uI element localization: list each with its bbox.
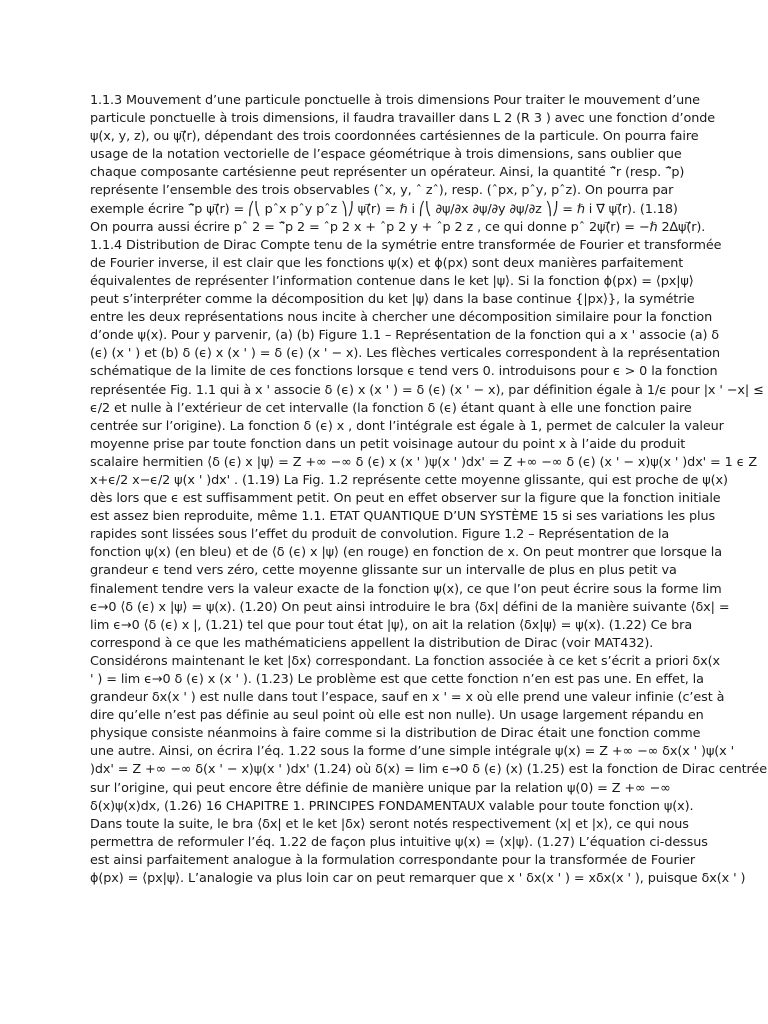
text-line: ϵ→0 ⟨δ (ϵ) x |ψ⟩ = ψ(x). (1.20) On peut ainsi introduire le bra ⟨δx| défini de la manière suivante ⟨δx| = (90, 599, 730, 615)
text-line: usage de la notation vectorielle de l’espace géométrique à trois dimensions, sans oublier que (90, 147, 682, 163)
document-body (90, 92, 767, 906)
text-line: est assez bien reproduite, même 1.1. ETAT QUANTIQUE D’UN SYSTÈME 15 si ses variations les plus (90, 509, 716, 525)
text-line: équivalentes de représenter l’information contenue dans le ket |ψ⟩. Si la fonction ϕ(px) = ⟨px|ψ⟩ (90, 273, 694, 289)
text-line: moyenne prise par toute fonction dans un petit voisinage autour du point x à l’aide du produit (90, 436, 686, 452)
text-line: 1.1.3 Mouvement d’une particule ponctuelle à trois dimensions Pour traiter le mouvement d’une (90, 93, 700, 108)
text-line: une autre. Ainsi, on écrira l’éq. 1.22 sous la forme d’une simple intégrale ψ(x) = Z +∞ −∞ δx(x ' )ψ(x ' (90, 744, 735, 760)
text-line: On pourra aussi écrire pˆ 2 = ˆ⃗p 2 = ˆp 2 x + ˆp 2 y + ˆp 2 z , ce qui donne pˆ 2ψ(⃗r) = −ℏ 2∆ψ(⃗r). (90, 219, 706, 235)
text-line: représentée Fig. 1.1 qui à x ' associe δ (ϵ) x (x ' ) = δ (ϵ) (x ' − x), par définition égale à 1/ϵ pour |x ' −x| ≤ (90, 382, 764, 398)
text-line: centrée sur l’origine). La fonction δ (ϵ) x , dont l’intégrale est égale à 1, permet de calculer la valeur (90, 418, 724, 434)
text-line: Considérons maintenant le ket |δx⟩ correspondant. La fonction associée à ce ket s’écrit a priori δx(x (90, 653, 720, 669)
text-line: lim ϵ→0 ⟨δ (ϵ) x |, (1.21) tel que pour tout état |ψ⟩, on ait la relation ⟨δx|ψ⟩ = ψ(x). (1.22) Ce bra (90, 617, 693, 633)
text-line: particule ponctuelle à trois dimensions, il faudra travailler dans L 2 (R 3 ) avec une fonction d’onde (90, 111, 716, 127)
text-line: d’onde ψ(x). Pour y parvenir, (a) (b) Figure 1.1 – Représentation de la fonction qui a x ' associe (a) δ (90, 328, 720, 344)
text-line: fonction ψ(x) (en bleu) et de ⟨δ (ϵ) x |ψ⟩ (en rouge) en fonction de x. On peut montrer que lorsque la (90, 545, 723, 561)
text-line: δ(x)ψ(x)dx, (1.26) 16 CHAPITRE 1. PRINCIPES FONDAMENTAUX valable pour toute fonction ψ(x). (90, 798, 694, 814)
text-line: sur l’origine, qui peut encore être définie de manière unique par la relation ψ(0) = Z +∞ −∞ (90, 780, 671, 796)
text-line: dire qu’elle n’est pas définie au seul point où elle est non nulle). Un usage largement répandu en (90, 708, 704, 724)
text-line: grandeur δx(x ' ) est nulle dans tout l’espace, sauf en x ' = x où elle prend une valeur infinie (c’est à (90, 690, 725, 706)
text-line: correspond à ce que les mathématiciens appellent la distribution de Dirac (voir MAT432). (90, 635, 654, 651)
text-line: scalaire hermitien ⟨δ (ϵ) x |ψ⟩ = Z +∞ −∞ δ (ϵ) x (x ' )ψ(x ' )dx' = Z +∞ −∞ δ (ϵ) (x ' − x)ψ(x ' )dx' = 1 ϵ Z (90, 454, 758, 470)
text-line: de Fourier inverse, il est clair que les fonctions ψ(x) et ϕ(px) sont deux manières parfaitement (90, 255, 684, 271)
text-line: x+ϵ/2 x−ϵ/2 ψ(x ' )dx' . (1.19) La Fig. 1.2 représente cette moyenne glissante, qui est proche de ψ(x) (90, 472, 728, 488)
text-line: grandeur ϵ tend vers zéro, cette moyenne glissante sur un intervalle de plus en plus petit va (90, 563, 677, 579)
text-line: entre les deux représentations nous incite à chercher une décomposition similaire pour la fonction (90, 310, 713, 326)
text-line: finalement tendre vers la valeur exacte de la fonction ψ(x), ce que l’on peut écrire sous la forme lim (90, 581, 722, 597)
text-line: physique consiste néanmoins à faire comme si la distribution de Dirac était une fonction comme (90, 726, 701, 742)
text-line: ψ(x, y, z), ou ψ(⃗r), dépendant des trois coordonnées cartésiennes de la particule. On pourra faire (90, 129, 699, 145)
text-line: rapides sont lissées sous l’effet du produit de convolution. Figure 1.2 – Représentation de la (90, 527, 670, 543)
text-line: )dx' = Z +∞ −∞ δ(x ' − x)ψ(x ' )dx' (1.24) où δ(x) = lim ϵ→0 δ (ϵ) (x) (1.25) est la fonction de Dirac centrée (90, 762, 767, 778)
text-line: (ϵ) (x ' ) et (b) δ (ϵ) x (x ' ) = δ (ϵ) (x ' − x). Les flèches verticales correspondent à la représentation (90, 346, 721, 362)
text-line: est ainsi parfaitement analogue à la formulation correspondante pour la transformée de Fourier (90, 852, 696, 868)
text-line: ' ) = lim ϵ→0 δ (ϵ) x (x ' ). (1.23) Le problème est que cette fonction n’en est pas une. En effet, la (90, 672, 704, 687)
text-line: schématique de la limite de ces fonctions lorsque ϵ tend vers 0. introduisons pour ϵ > 0 la fonction (90, 364, 718, 380)
text-line: ϕ(px) = ⟨px|ψ⟩. L’analogie va plus loin car on peut remarquer que x ' δx(x ' ) = xδx(x ' ), puisque δx(x ' ) (90, 871, 746, 887)
text-line: représente l’ensemble des trois observables (ˆx, y, ˆ zˆ), resp. (ˆpx, pˆy, pˆz). On pourra par (90, 183, 674, 199)
text-line: exemple écrire ˆ⃗p ψ(⃗r) = ⎛⎝ pˆx pˆy pˆz ⎞⎠ ψ(⃗r) = ℏ i ⎛⎝ ∂ψ/∂x ∂ψ/∂y ∂ψ/∂z ⎞⎠ = ℏ i ∇⃗ ψ(⃗r). (1.18) (90, 201, 678, 217)
text-line: 1.1.4 Distribution de Dirac Compte tenu de la symétrie entre transformée de Fourier et transformée (90, 237, 722, 253)
text-line (90, 888, 680, 906)
text-line: chaque composante cartésienne peut représenter un opérateur. Ainsi, la quantité ˆ⃗r (resp. ˆ⃗p) (90, 165, 685, 181)
text-line: ϵ/2 et nulle à l’extérieur de cet intervalle (la fonction δ (ϵ) étant quant à elle une fonction paire (90, 400, 692, 416)
text-line: peut s’interpréter comme la décomposition du ket |ψ⟩ dans la base continue {|px⟩}, la symétrie (90, 292, 695, 308)
text-line: permettra de reformuler l’éq. 1.22 de façon plus intuitive ψ(x) = ⟨x|ψ⟩. (1.27) L’équation ci-dessus (90, 834, 708, 850)
text-line: Dans toute la suite, le bra ⟨δx| et le ket |δx⟩ seront notés respectivement ⟨x| et |x⟩, ce qui nous (90, 816, 689, 832)
text-line: dès lors que ϵ est suffisamment petit. On peut en effet observer sur la figure que la fonction initiale (90, 491, 721, 507)
